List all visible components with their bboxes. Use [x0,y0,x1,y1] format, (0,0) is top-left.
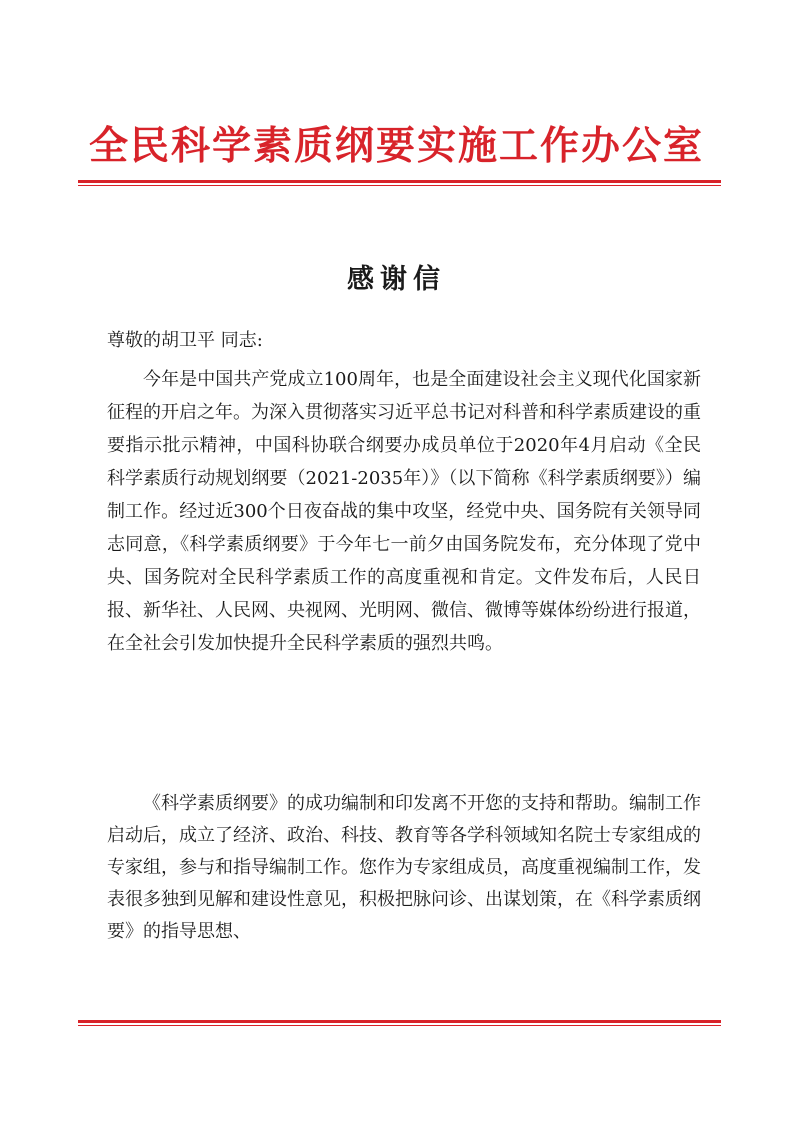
body-paragraph-2 [107,788,701,948]
salutation: 尊敬的胡卫平 同志: [107,330,263,351]
footer-rule-thick [78,1020,721,1023]
body-paragraph-1-text: 今年是中国共产党成立100周年，也是全面建设社会主义现代化国家新征程的开启之年。为深入贯彻落实习近平总书记对科普和科学素质建设的重要指示批示精神，中国科协联合纲要办成员单位于2020年4月启动《全民科学素质行动规划纲要（2021-2035年）》（以下简称《科学素质纲要》）编制工作。经过近300个日夜奋战的集中攻坚，经党中央、国务院有关领导同志同意，《科学素质纲要》于今年七一前夕由国务院发布，充分体现了党中央、国务院对全民科学素质工作的高度重视和肯定。文件发布后，人民日报、新华社、人民网、央视网、光明网、微信、微博等媒体纷纷进行报道，在全社会引发加快提升全民科学素质的强烈共鸣。 [107,369,701,654]
body-paragraph-2-text: 《科学素质纲要》的成功编制和印发离不开您的支持和帮助。编制工作启动后，成立了经济、政治、科技、教育等各学科领域知名院士专家组成的专家组，参与和指导编制工作。您作为专家组成员，高度重视编制工作，发表很多独到见解和建设性意见，积极把脉问诊、出谋划策，在《科学素质纲要》的指导思想、 [107,793,701,942]
body-paragraph-1 [107,363,701,660]
letterhead-rule-thin [78,185,721,186]
letterhead-title: 全民科学素质纲要实施工作办公室 [88,123,704,169]
document-title: 感谢信 [347,264,446,295]
footer-rule-thin [78,1025,721,1026]
letterhead-rule-thick [78,180,721,183]
